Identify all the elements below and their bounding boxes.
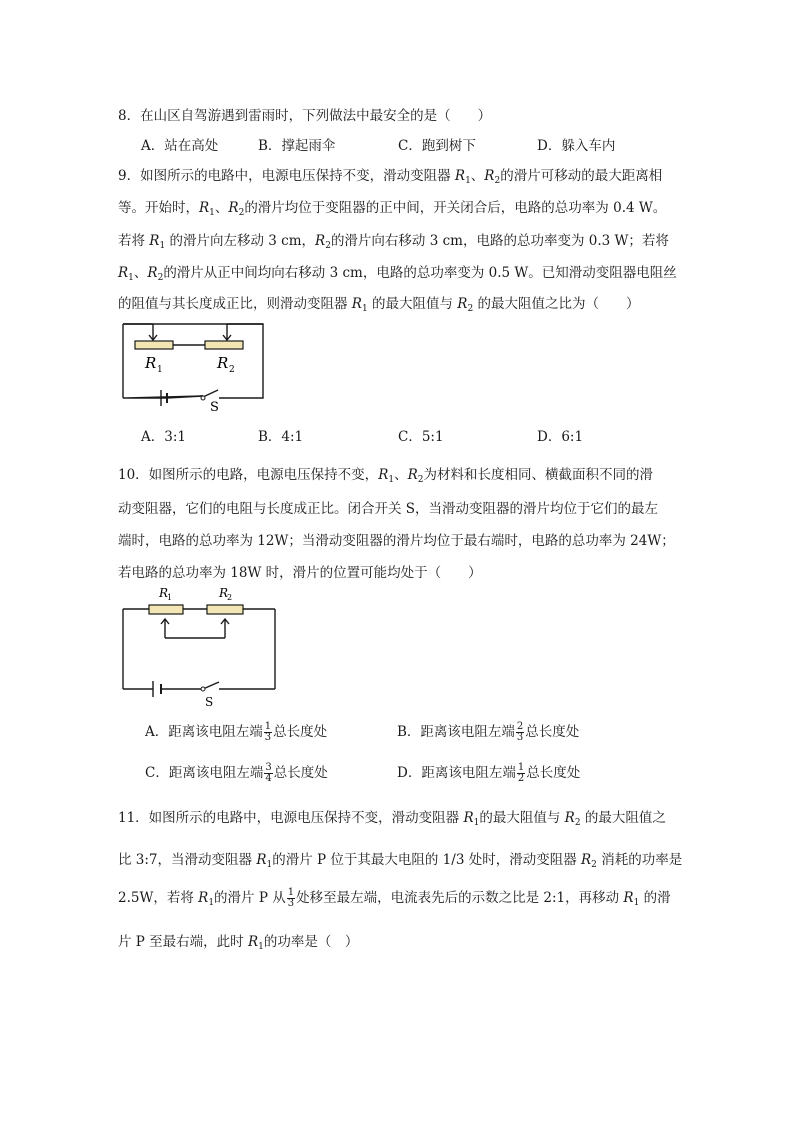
r2-sub: 2	[157, 273, 164, 283]
q11-line3-pre: 2.5W，若将	[118, 890, 199, 906]
q10-option-c-fraction	[264, 763, 272, 784]
r2-sub: 2	[591, 860, 597, 870]
q10-circuit-diagram	[115, 583, 285, 708]
r2-symbol: R	[228, 200, 239, 216]
r2-sub: 2	[467, 304, 474, 314]
q11-line4-pre: 片 P 至最右端，此时	[118, 934, 248, 950]
q11-line-2	[118, 848, 682, 870]
r1-sub: 1	[159, 241, 166, 251]
q9-r1-sub: 1	[157, 365, 163, 375]
r2-sub: 2	[417, 475, 424, 485]
q9-option-d: D．6:1	[537, 429, 584, 445]
q10-option-a-tail: 总长度处	[273, 724, 328, 740]
q9-switch-blade	[203, 390, 218, 397]
q9-r1-label: R	[145, 354, 157, 372]
r1-symbol: R	[623, 890, 634, 906]
r2-symbol: R	[147, 265, 158, 281]
q9-r2-sub: 2	[229, 365, 235, 375]
q10-r1-body	[149, 605, 183, 614]
r2-sub: 2	[494, 176, 501, 186]
q9-line-4	[118, 261, 677, 283]
q9-switch-pivot	[201, 396, 205, 400]
q9-line3-a: 若将	[118, 233, 150, 249]
q9-r2-body	[205, 341, 243, 349]
q9-r1-body	[135, 341, 173, 349]
q10-r1-label: R	[159, 586, 169, 600]
r1-sub: 1	[465, 176, 471, 186]
r1-symbol: R	[118, 265, 129, 281]
r2-symbol: R	[407, 467, 418, 483]
fraction-denominator: 4	[265, 773, 272, 784]
q10-switch-blade	[203, 682, 219, 689]
fraction-denominator: 3	[287, 898, 295, 909]
q11-line1-post: 的最大阻值之	[580, 810, 666, 826]
q10-option-c	[145, 761, 328, 784]
q9-line1-post: 的滑片可移动的最大距离相	[500, 168, 663, 184]
q9-line5-a: 的阻值与其长度成正比，则滑动变阻器	[118, 296, 352, 312]
r1-sub: 1	[128, 273, 134, 283]
q11-line2-pre: 比 3:7，当滑动变阻器	[118, 852, 257, 868]
q9-line4-post: 的滑片从正中间均向右移动 3 cm，电路的总功率变为 0.5 W。已知滑动变阻器电阻丝	[163, 265, 677, 281]
q10-switch-label: S	[205, 695, 214, 708]
q10-option-c-tail: 总长度处	[273, 765, 328, 781]
q9-line-2	[118, 196, 666, 218]
r1-symbol: R	[149, 233, 160, 249]
q11-fraction	[287, 888, 295, 909]
comma: 、	[133, 265, 148, 281]
q10-option-b-fraction	[516, 722, 524, 743]
q9-line2-pre: 等。开始时，	[118, 200, 199, 216]
q9-option-a: A．3:1	[141, 429, 186, 445]
q8-option-a: A．站在高处	[141, 138, 219, 154]
q8-option-d: D．躲入车内	[537, 138, 616, 154]
r1-sub: 1	[388, 475, 395, 485]
q11-line3-mid: 的滑片 P 从	[214, 890, 286, 906]
r1-sub: 1	[361, 304, 368, 314]
q11-line1-pre: 11．如图所示的电路中，电源电压保持不变，滑动变阻器	[118, 810, 464, 826]
q10-option-b-tail: 总长度处	[525, 724, 580, 740]
q10-option-d	[397, 761, 580, 784]
q8-option-b: B．撑起雨伞	[258, 138, 336, 154]
r2-sub: 2	[238, 208, 245, 218]
r2-symbol: R	[581, 852, 592, 868]
fraction-numerator: 2	[516, 721, 524, 732]
q9-option-b: B．4:1	[258, 429, 304, 445]
q10-r2-label: R	[219, 586, 229, 600]
q10-option-a	[145, 720, 327, 743]
q9-r2-label: R	[217, 354, 229, 372]
fraction-numerator: 1	[264, 721, 272, 732]
q10-line-2: 动变阻器，它们的电阻与长度成正比。闭合开关 S，当滑动变阻器的滑片均位于它们的最左	[118, 501, 659, 517]
q10-switch-pivot	[201, 687, 205, 691]
q10-line-1	[118, 463, 653, 485]
q9-line-3	[118, 229, 669, 251]
r2-sub: 2	[574, 818, 581, 828]
q10-r2-body	[207, 605, 243, 614]
q10-option-c-label: C．距离该电阻左端	[145, 765, 264, 781]
q11-line3-end: 的滑	[639, 890, 671, 906]
q9-line-5	[118, 292, 640, 314]
r1-symbol: R	[463, 810, 474, 826]
fraction-numerator: 1	[287, 887, 295, 898]
q10-option-d-label: D．距离该电阻左端	[397, 765, 516, 781]
r1-symbol: R	[199, 200, 210, 216]
fraction-denominator: 3	[516, 732, 524, 743]
q10-option-d-fraction	[517, 763, 525, 784]
q10-option-d-tail: 总长度处	[526, 765, 581, 781]
q9-line3-c: 的滑片向右移动 3 cm，电路的总功率变为 0.3 W；若将	[330, 233, 669, 249]
q11-line1-mid: 的最大阻值与	[479, 810, 565, 826]
comma: 、	[470, 168, 485, 184]
q11-line3-post: 处移至最左端，电流表先后的示数之比是 2:1，再移动	[296, 890, 624, 906]
q8-stem: 8．在山区自驾游遇到雷雨时，下列做法中最安全的是（ ）	[118, 108, 492, 124]
q11-line-1	[118, 806, 666, 828]
q10-line-3: 端时，电路的总功率为 12W；当滑动变阻器的滑片均位于最右端时，电路的总功率为 24W；	[118, 533, 675, 549]
r2-symbol: R	[457, 296, 468, 312]
r1-sub: 1	[208, 898, 215, 908]
r2-symbol: R	[484, 168, 495, 184]
q8-option-c: C．跑到树下	[398, 138, 476, 154]
q11-line-4	[118, 930, 358, 952]
r1-sub: 1	[209, 208, 215, 218]
q10-option-b	[397, 720, 579, 743]
q10-line-4: 若电路的总功率为 18W 时，滑片的位置可能均处于（ ）	[118, 565, 482, 581]
fraction-denominator: 2	[517, 773, 525, 784]
r1-symbol: R	[351, 296, 362, 312]
q9-line5-c: 的最大阻值之比为（ ）	[473, 296, 640, 312]
q9-line3-b: 的滑片向左移动 3 cm，	[165, 233, 316, 249]
r2-symbol: R	[564, 810, 575, 826]
r2-sub: 2	[325, 241, 331, 251]
q11-line-3	[118, 886, 671, 909]
comma: 、	[214, 200, 229, 216]
q10-r2-sub: 2	[227, 593, 233, 602]
q10-line1-pre: 10．如图所示的电路，电源电压保持不变，	[118, 467, 379, 483]
r1-symbol: R	[454, 168, 466, 184]
q10-option-a-label: A．距离该电阻左端	[145, 724, 263, 740]
r1-sub: 1	[633, 898, 640, 908]
fraction-numerator: 3	[265, 762, 272, 773]
r1-symbol: R	[198, 890, 209, 906]
q9-line5-b: 的最大阻值与	[367, 296, 458, 312]
q9-wire-outer	[123, 324, 263, 398]
q9-line-1	[118, 164, 662, 186]
fraction-numerator: 1	[517, 762, 525, 773]
q9-line1-pre: 9．如图所示的电路中，电源电压保持不变，滑动变阻器	[118, 168, 455, 184]
q10-r1-sub: 1	[167, 593, 173, 602]
q9-circuit-diagram	[115, 318, 275, 413]
r1-sub: 1	[266, 860, 273, 870]
fraction-denominator: 3	[264, 732, 272, 743]
q9-switch-label: S	[210, 400, 219, 413]
r1-symbol: R	[256, 852, 267, 868]
r1-symbol: R	[378, 467, 389, 483]
r1-sub: 1	[258, 942, 264, 952]
q9-option-c: C．5:1	[398, 429, 444, 445]
r1-symbol: R	[247, 934, 259, 950]
q10-option-a-fraction	[264, 722, 272, 743]
q10-line1-post: 为材料和长度相同、横截面积不同的滑	[423, 467, 653, 483]
q9-line2-post: 的滑片均位于变阻器的正中间，开关闭合后，电路的总功率为 0.4 W。	[244, 200, 667, 216]
q11-line2-mid: 的滑片 P 位于其最大电阻的 1/3 处时，滑动变阻器	[272, 852, 581, 868]
r1-sub: 1	[473, 818, 480, 828]
r2-symbol: R	[315, 233, 326, 249]
q11-line4-post: 的功率是（ ）	[263, 934, 359, 950]
comma: 、	[394, 467, 408, 483]
q10-option-b-label: B．距离该电阻左端	[397, 724, 515, 740]
q11-line2-post: 消耗的功率是	[596, 852, 683, 868]
